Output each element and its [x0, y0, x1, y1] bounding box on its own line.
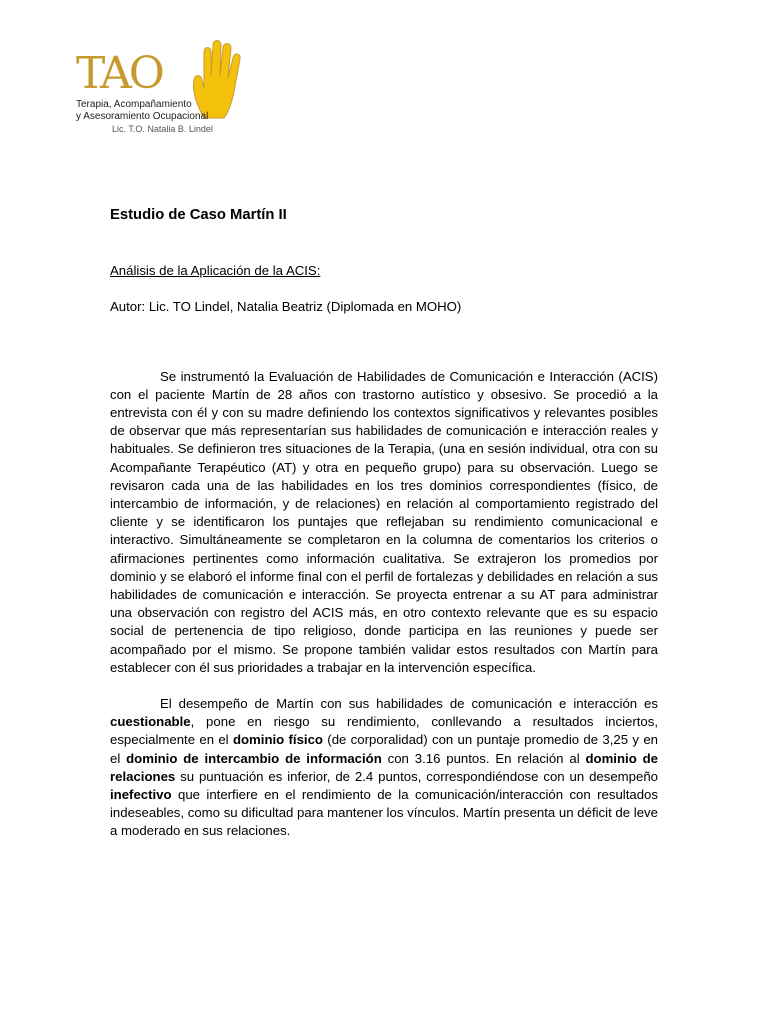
document-body	[110, 200, 658, 841]
results-bold-inefectivo: inefectivo	[110, 787, 172, 803]
document-author: Autor: Lic. TO Lindel, Natalia Beatriz (Diplomada en MOHO)	[110, 299, 462, 315]
results-text-1: El desempeño de Martín con sus habilidades de comunicación e interacción es	[160, 696, 658, 712]
results-bold-dominio-relaciones: dominio de relaciones	[110, 750, 658, 784]
results-bold-cuestionable: cuestionable	[110, 714, 191, 730]
results-text-3: (de corporalidad) con un puntaje promedio de 3,25 y en el	[110, 732, 658, 766]
document-subtitle: Análisis de la Aplicación de la ACIS:	[110, 263, 321, 279]
logo-signature: Lic. T.O. Natalia B. Lindel	[112, 124, 213, 134]
raised-hand-icon	[190, 40, 252, 120]
logo-wordmark: TAO	[76, 48, 162, 99]
results-text-6: que interfiere en el rendimiento de la comunicación/interacción con resultados indeseables, como su dificultad para mantener los vínculos. Martín presenta un déficit de leve a moderado en sus relaciones.	[110, 787, 658, 839]
logo-tagline-2: y Asesoramiento Ocupacional	[76, 111, 209, 122]
document-title: Estudio de Caso Martín II	[110, 207, 287, 223]
results-text-2: , pone en riesgo su rendimiento, conllevando a resultados inciertos, especialmente en el	[110, 714, 658, 748]
results-bold-dominio-fisico: dominio físico	[232, 732, 323, 748]
results-text-4: con 3.16 puntos. En relación al	[381, 750, 586, 766]
results-bold-dominio-intercambio: dominio de intercambio de información	[126, 750, 382, 766]
tao-logo	[70, 40, 260, 140]
paragraph-results	[110, 695, 658, 841]
results-text-5: su puntuación es inferior, de 2.4 puntos, correspondiéndose con un desempeño	[175, 768, 658, 784]
paragraph-methodology: Se instrumentó la Evaluación de Habilidades de Comunicación e Interacción (ACIS) con el paciente Martín de 28 años con trastorno autístico y obsesivo. Se procedió a la entrevista con él y con su madre definiendo los contextos significativos y relevantes posibles de observar que más representarían sus habilidades de comunicación e interacción reales y habituales. Se definieron tres situaciones de la Terapia, (una en sesión individual, otra con su Acompañante Terapéutico (AT) y otra en pequeño grupo) para su observación. Luego se revisaron cada una de las habilidades en los tres dominios correspondientes (físico, de intercambio de información, y de relaciones) en relación al comportamiento registrado del cliente y se identificaron los puntajes que reflejaban su rendimiento comunicacional e interactivo. Simultáneamente se completaron en la columna de comentarios los criterios o afirmaciones pertinentes como información cualitativa. Se extrajeron los promedios por dominio y se elaboró el informe final con el perfil de fortalezas y debilidades en relación a sus habilidades de comunicación e interacción. Se proyecta entrenar a su AT para administrar una observación con registro del ACIS más, en otro contexto relevante que es su espacio social de pertenencia de tipo religioso, donde participa en las reuniones y puede ser acompañado por el mismo. Se propone también validar estos resultados con Martín para establecer con él sus prioridades a trabajar en la intervención específica.	[110, 368, 658, 675]
logo-tagline-1: Terapia, Acompañamiento	[76, 99, 192, 110]
